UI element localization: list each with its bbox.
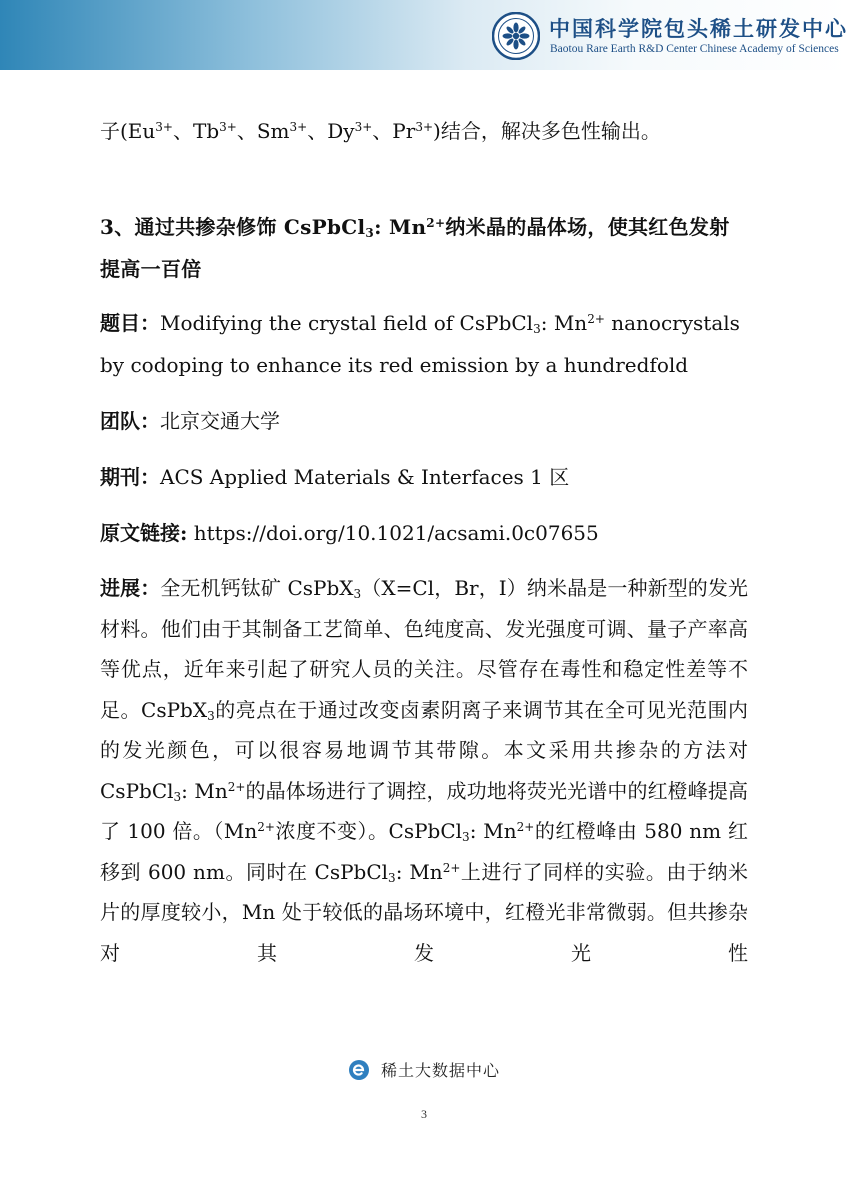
big-data-center-logo-icon — [348, 1059, 370, 1081]
progress-paragraph: 进展：全无机钙钛矿 CsPbX$_3$（X=Cl，Br，I）纳米晶是一种新型的发光材料。他们由于其制备工艺简单、色纯度高、发光强度可调、量子产率高等优点，近年来引起了研究人员的关注。尽管存在毒性和稳定性差等不足。CsPbX$_3$的亮点在于通过改变卤素阴离子来调节其在全可见光范围内的发光颜色，可以很容易地调节其带隙。本文采用共掺杂的方法对 CsPbCl$_3$: $Mn^{2+}$的晶体场进行了调控，成功地将荧光光谱中的红橙峰提高了 100 倍。（$Mn^{2+}$浓度不变）。CsPbCl$_3$: $Mn^{2+}$的红橙峰由 580 nm 红移到 600 nm。同时在 CsPbCl$_3$: $Mn^{2+}$上进行了同样的实验。由于纳米片的厚度较小，Mn 处于较低的晶场环境中，红橙光非常微弱。但共掺杂对其发光性 — [100, 576, 749, 965]
document-body — [100, 110, 748, 973]
page-footer — [0, 1058, 848, 1081]
title-field: 题目：Modifying the crystal field of CsPbCl$_3$: $Mn^{2+}$ nanocrystals by codoping to enhance its red emission by a hundredfold — [100, 311, 740, 377]
journal-value: ACS Applied Materials & Interfaces 1 区 — [160, 465, 570, 489]
link-field — [100, 512, 748, 554]
journal-field — [100, 456, 748, 498]
page-header — [0, 0, 848, 70]
page-number: 3 — [421, 1107, 427, 1121]
team-value: 北京交通大学 — [160, 409, 280, 433]
title-label: 题目： — [100, 311, 160, 335]
doi-link[interactable]: https://doi.org/10.1021/acsami.0c07655 — [187, 521, 599, 545]
section-heading: 3、通过共掺杂修饰 CsPbCl$_3$: $Mn^{2+}$纳米晶的晶体场，使其红色发射提高一百倍 — [100, 215, 730, 281]
team-label: 团队： — [100, 409, 160, 433]
footer-label: 稀土大数据中心 — [381, 1061, 501, 1080]
cas-emblem-icon — [492, 12, 540, 60]
org-name-en: Baotou Rare Earth R&D Center Chinese Academy of Sciences — [550, 43, 839, 55]
continuation-paragraph: 子($Eu^{3+}$、$Tb^{3+}$、$Sm^{3+}$、$Dy^{3+}$、$Pr^{3+}$)结合，解决多色性输出。 — [100, 119, 661, 143]
progress-label: 进展： — [100, 576, 161, 600]
link-label: 原文链接: — [100, 521, 188, 545]
org-name-cn: 中国科学院包头稀土研发中心 — [549, 17, 848, 41]
team-field — [100, 400, 748, 442]
journal-label: 期刊： — [100, 465, 160, 489]
